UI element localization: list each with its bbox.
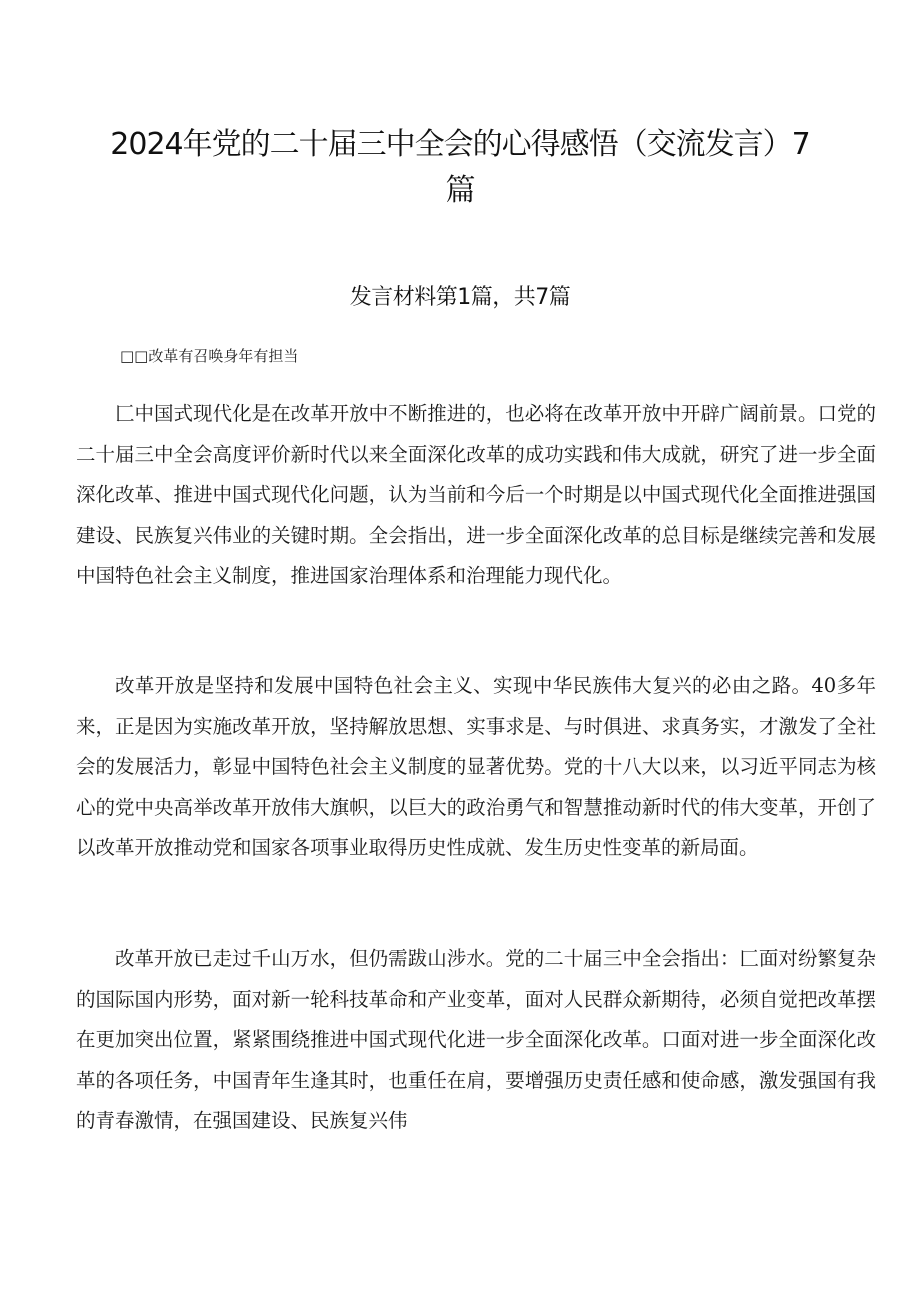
document-title: 2024年党的二十届三中全会的心得感悟（交流发言）7篇 (110, 127, 810, 208)
section-heading: □□改革有召唤身年有担当 (120, 347, 299, 365)
paragraph-3: 改革开放已走过千山万水，但仍需跋山涉水。党的二十届三中全会指出：匚面对纷繁复杂的国际国内形势，面对新一轮科技革命和产业变革，面对人民群众新期待，必须自觉把改革摆在更加突出位置，紧紧围绕推进中国式现代化进一步全面深化改革。口面对进一步全面深化改革的各项任务，中国青年生逢其时，也重任在肩，要增强历史责任感和使命感，激发强国有我的青春激情，在强国建设、民族复兴伟 (76, 947, 876, 1132)
document-subtitle: 发言材料第1篇，共7篇 (349, 285, 571, 310)
paragraph-2: 改革开放是坚持和发展中国特色社会主义、实现中华民族伟大复兴的必由之路。40多年来，正是因为实施改革开放，坚持解放思想、实事求是、与时俱进、求真务实，才激发了全社会的发展活力，彰显中国特色社会主义制度的显著优势。党的十八大以来，以习近平同志为核心的党中央高举改革开放伟大旗帜，以巨大的政治勇气和智慧推动新时代的伟大变革，开创了以改革开放推动党和国家各项事业取得历史性成就、发生历史性变革的新局面。 (76, 674, 876, 859)
paragraph-1: 匚中国式现代化是在改革开放中不断推进的，也必将在改革开放中开辟广阔前景。口党的二十届三中全会高度评价新时代以来全面深化改革的成功实践和伟大成就，研究了进一步全面深化改革、推进中国式现代化问题，认为当前和今后一个时期是以中国式现代化全面推进强国建设、民族复兴伟业的关键时期。全会指出，进一步全面深化改革的总目标是继续完善和发展中国特色社会主义制度，推进国家治理体系和治理能力现代化。 (76, 402, 876, 587)
